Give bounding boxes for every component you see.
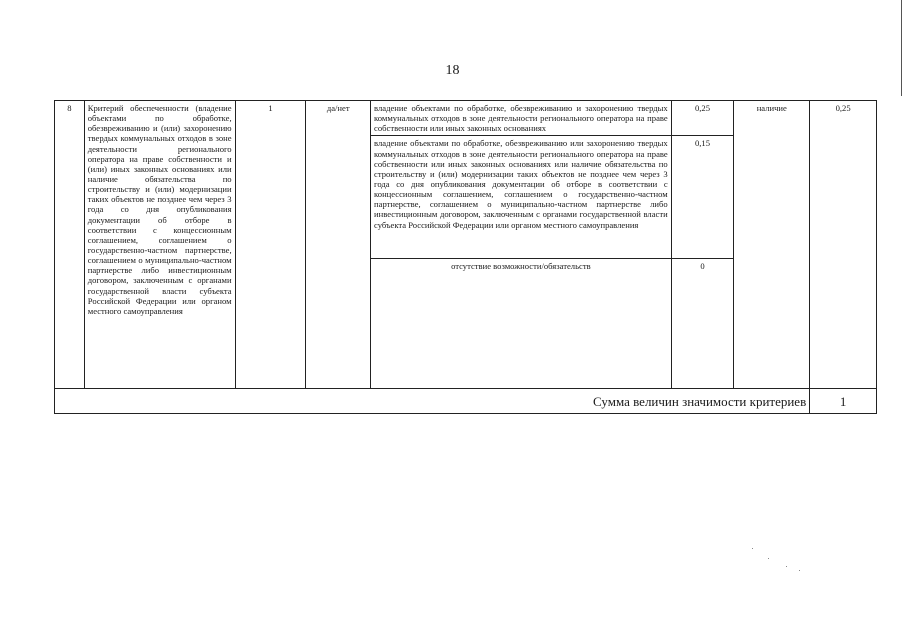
criteria-table (54, 100, 877, 414)
criterion-unit: да/нет (306, 101, 371, 389)
criterion-name: Критерий обеспеченности (владение объектами по обработке, обезвреживанию и (или) захоронению твердых коммунальных отходов в зоне деятельности регионального оператора на праве собственности и (или) иных законных основаниях или наличие обязательства по строительству и (или) модернизации таких объектов не позднее чем через 3 года со дня опубликования документации об отборе в соответствии с концессионным соглашением, соглашением о государственно-частном партнерстве, соглашением о муниципально-частном партнерстве либо инвестиционным договором, заключенным с органами государственной власти субъекта Российской Федерации или органом местного самоуправления (84, 101, 235, 389)
sum-value: 1 (810, 389, 877, 414)
criterion-weight: 1 (235, 101, 306, 389)
option-description: владение объектами по обработке, обезвреживанию и захоронению твердых коммунальных отходов в зоне деятельности регионального оператора на праве собственности или иных законных основаниях (371, 101, 672, 136)
scan-speck (752, 548, 753, 549)
scan-edge-line (901, 0, 902, 96)
criterion-state: наличие (734, 101, 810, 389)
option-score: 0,25 (671, 101, 734, 136)
option-description: отсутствие возможности/обязательств (371, 259, 672, 389)
criterion-result: 0,25 (810, 101, 877, 389)
table-row (55, 101, 877, 136)
scan-speck (786, 566, 787, 567)
criterion-number: 8 (55, 101, 85, 389)
option-score: 0,15 (671, 136, 734, 259)
option-description: владение объектами по обработке, обезвреживанию или захоронению твердых коммунальных отходов в зоне деятельности регионального оператора на праве собственности или иных законных основаниях или наличие обязательства по строительству и (или) модернизации таких объектов не позднее чем через 3 года со дня опубликования документации об отборе в соответствии с концессионным соглашением, соглашением о государственно-частном партнерстве, соглашением о муниципально-частном партнерстве либо инвестиционным договором, заключенным с органами государственной власти субъекта Российской Федерации или органом местного самоуправления (371, 136, 672, 259)
page-number: 18 (445, 63, 460, 78)
option-score: 0 (671, 259, 734, 389)
sum-row (55, 389, 877, 414)
scan-speck (768, 558, 769, 559)
scan-speck (799, 570, 800, 571)
sum-label: Сумма величин значимости критериев (55, 389, 810, 414)
